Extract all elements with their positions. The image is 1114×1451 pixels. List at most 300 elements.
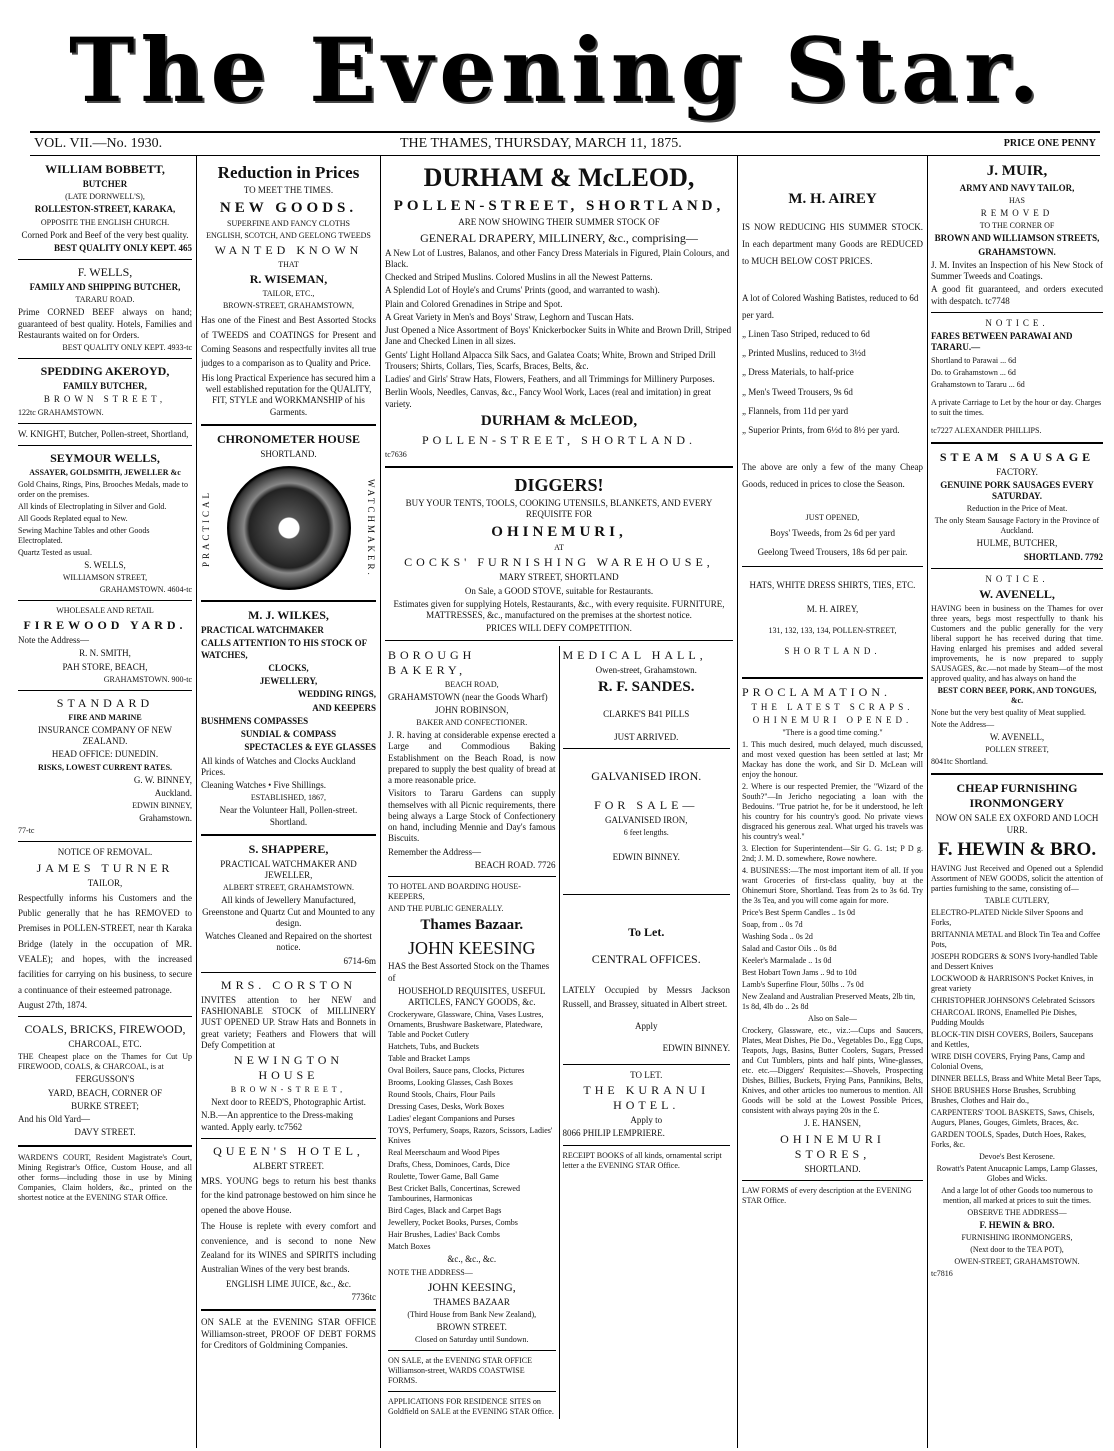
ad-coals [18,1022,192,1139]
ad-line: 131, 132, 133, 134, POLLEN-STREET, [768,625,897,635]
ad-line: Next door to REED'S, Photographic Artist. [211,1097,366,1108]
ad-line: NOW ON SALE EX OXFORD AND LOCH URR. [935,813,1099,835]
ad-line: BLOCK-TIN DISH COVERS, Boilers, Saucepans and Kettles, [931,1029,1094,1049]
ad-line: Apply to [630,1115,663,1126]
ad-line: ARE NOW SHOWING THEIR SUMMER STOCK OF [458,217,660,228]
ad-wardens-court: WARDEN'S COURT, Resident Magistrate's Court, Mining Registrar's Office, Custom House, and all other forms—including those in use by Mining Companies, Claim holders, &c., printed on the shortest notice at the EVENING STAR Office. [18,1152,192,1202]
ad-line: tc7636 [385,449,407,459]
ad-line: Berlin Wools, Needles, Canvas, &c., Fancy Wool Work, Laces (real and imitation) in great variety. [385,387,711,409]
ad-heading: CHEAP FURNISHING IRONMONGERY [956,781,1078,811]
ad-line: JOHN ROBINSON, [434,704,509,715]
ad-heading: MRS. CORSTON [220,977,357,992]
ad-heading: PROCLAMATION. [742,684,892,699]
ad-line: GRAHAMSTOWN. 4604-tc [99,585,192,594]
ad-line: ENGLISH, SCOTCH, AND GEELONG TWEEDS [206,231,371,241]
ad-seymour-wells [18,451,192,595]
column-4 [742,160,923,1448]
ad-line: PRICES WILL DEFY COMPETITION. [486,623,632,634]
ad-line: The only Steam Sausage Factory in the Province of Auckland. [934,516,1100,536]
ad-line: REMOVED [980,208,1054,218]
ad-line: A Great Variety in Men's and Boys' Straw, Leghorn and Tuscan Hats. [385,311,634,322]
ad-line: BEACH ROAD. 7726 [474,859,556,870]
ad-line: Real Meerschaum and Wood Pipes [388,1148,500,1158]
ad-muir [931,162,1103,307]
ad-line: WANTED KNOWN [214,243,363,258]
ad-line: LOCKWOOD & HARRISON'S Pocket Knives, in great variety [931,973,1094,993]
ad-body: 4. BUSINESS:—The most important item of all. If you want Groceries of first-class quality, buy at the Ohinemuri Store, Shortland. Teas from 2s to 3s 6d. Try the 3s Tea, and you will come again for more. [742,866,923,906]
ad-line: 6714-6m [343,955,376,966]
ad-line: Estimates given for supplying Hotels, Restaurants, &c., with every requisite. FURNITURE, MATTRESSES, &c., manufactured on the premises at the shortest notice. [393,598,725,620]
ad-line: Closed on Saturday until Sundown. [414,1335,529,1344]
ad-body: Respectfully informs his Customers and the Public generally that he has REMOVED to Premises in POLLEN-STREET, near th Karaka Bridge (lately in the occupation of MR. VEALE); and hopes, with the increased facilities for carrying on his business, to secure a continuance of their esteemed patronage. [18,892,192,995]
ad-heading: Reduction in Prices [217,163,360,182]
ad-line: BEACH ROAD, [444,679,499,689]
ad-line: 7736tc [351,1292,376,1303]
ad-line: RISKS, LOWEST CURRENT RATES. [37,762,173,772]
ad-line: AND KEEPERS [312,702,376,713]
column-1 [18,160,192,1448]
ad-line: POLLEN-STREET, SHORTLAND, [393,197,725,214]
ad-line: FACTORY. [996,466,1038,477]
column-5 [931,160,1103,1448]
ad-line: (Next door to the TEA POT), [970,1244,1064,1254]
ad-line: FURNISHING IRONMONGERS, [961,1232,1073,1242]
ad-line: Jewellery, Pocket Books, Purses, Combs [388,1218,518,1228]
ad-line: WEDDING RINGS, [297,689,376,700]
ad-line: SHORTLAND. 7792 [1023,551,1103,562]
ad-line: POLLEN-STREET, SHORTLAND. [421,432,697,447]
newspaper-title: The Evening Star. [69,18,1045,122]
ad-line: PRACTICAL WATCHMAKER [201,625,324,636]
ad-line: BUTCHER [82,179,128,189]
ad-thames-bazaar [388,882,556,1345]
ad-line: WILLIAMSON STREET, [62,573,148,582]
ad-line: Best Hobart Town Jams .. 9d to 10d [742,968,857,978]
ad-line: OBSERVE THE ADDRESS— [967,1207,1067,1217]
ad-line: „ Linen Taso Striped, reduced to 6d [742,329,870,340]
ad-line: &c., &c., &c. [447,1254,497,1265]
ad-line: Auckland. [154,787,192,798]
ad-line: Best Cricket Balls, Concertinas, Screwed Tambourines, Harmonicas [388,1184,520,1204]
ad-wilkes [201,608,376,828]
ad-line: Note the Address— [18,635,89,645]
ad-line: Keeler's Marmalade .. 1s 0d [742,956,832,966]
ad-heading: COALS, BRICKS, FIREWOOD, [24,1022,186,1037]
masthead [0,0,1114,130]
ad-heading: STEAM SAUSAGE [939,449,1095,464]
ad-borough-bakery [388,648,556,872]
ad-line: Near the Volunteer Hall, Pollen-street. Shortland. [219,805,358,827]
ad-line: SHORTLAND. [784,645,881,656]
ad-line: Remember the Address— [388,846,481,857]
ad-line: HOUSEHOLD REQUISITES, USEFUL ARTICLES, FANCY GOODS, &c. [398,985,546,1007]
ad-line: Brooms, Looking Glasses, Cash Boxes [388,1078,513,1088]
ad-line: GALVANISED IRON, [604,815,688,825]
ad-line: Plain and Colored Grenadines in Stripe and Spot. [385,298,563,309]
ad-line: CLARKE'S B41 PILLS [603,708,690,719]
ad-line: Do. to Grahamstown ... 6d [931,367,1016,377]
ad-line: 77-tc [18,826,35,836]
ad-line: BROWN AND WILLIAMSON STREETS, [934,233,1100,244]
ad-line: YARD, BEACH, CORNER OF [47,1087,163,1098]
ad-line: Devoe's Best Kerosene. [979,1151,1055,1161]
ad-line: OPPOSITE THE ENGLISH CHURCH. [40,217,170,227]
ad-heading: NOTICE. [985,573,1049,584]
ad-line: ENGLISH LIME JUICE, &c., &c. [226,1278,351,1289]
ad-reduction-prices [201,162,376,418]
ad-body: Crockery, Glassware, etc., viz.:—Cups and Saucers, Plates, Meat Dishes, Pie Do., Vegetables Do., Egg Cups, Teapots, Jugs, Basins, Butter Coolers, Sugars, Pressed and Cut Tumblers, pints and half pints, Wine-glasses, etc. etc.—Diggers' Requisites:—Shovels, Prospecting Dishes, Billies, Buckets, Frying Pans, Pannikins, Belts, Knives, and other articles too numerous to mention. All Goods will be sold at the Lowest Possible Prices, consistent with always paying 20s in the £. [742,1026,923,1116]
ad-line: CENTRAL OFFICES. [591,951,701,966]
ad-heading: J. MUIR, [986,163,1048,179]
ad-line: New Zealand and Australian Preserved Meats, 2lb tin, 1s 8d, 4lb do .. 2s 8d [742,992,916,1012]
ad-heading: FIREWOOD YARD. [23,618,187,632]
ad-line: R. N. SMITH, [79,648,131,659]
ad-line: „ Men's Tweed Trousers, 9s 6d [742,386,853,397]
ad-heading: GALVANISED IRON. [591,769,702,783]
ad-line: Roulette, Tower Game, Ball Game [388,1172,499,1182]
ad-line: FAMILY AND SHIPPING BUTCHER, [29,282,181,292]
ad-line: TABLE CUTLERY, [984,895,1050,905]
ad-line: All Goods Replated equal to New. [18,513,128,523]
ad-line: CLOCKS, [268,662,309,673]
ad-line: PRACTICAL WATCHMAKER AND JEWELLER, [220,858,357,881]
ad-line: Bird Cages, Black and Carpet Bags [388,1206,502,1216]
ad-line: "There is a good time coming." [782,728,883,738]
ad-line: Apply [635,1021,658,1032]
ad-line: All kinds of Electroplating in Silver and Gold. [18,501,167,511]
ad-body: HAVING been in business on the Thames for over three years, begs most respectfully to thank his Customers and the public generally for the very liberal support he has received during that time. Having enlarged his premises and added several improvements, he is now prepared to supply SAUSAGES, &c.—not made by Steam—of the most approved quality, and has always on hand the [931,604,1103,683]
ad-line: ROLLESTON-STREET, KARAKA, [34,204,176,215]
ad-line: Hatchets, Tubs, and Buckets [388,1042,479,1052]
ad-line: 122tc GRAHAMSTOWN. [18,407,104,417]
ad-line: NOTE THE ADDRESS— [388,1267,473,1277]
ad-line: CHARCOAL, ETC. [68,1039,142,1050]
ad-heading: M. H. AIREY [788,191,877,207]
ad-line: Ladies' elegant Companions and Purses [388,1114,515,1124]
ad-line: TOYS, Perfumery, Soaps, Razors, Scissors, Ladies' Knives [388,1126,553,1146]
ad-line: Grahamstown to Tararu ... 6d [931,379,1025,389]
ad-body: LATELY Occupied by Messrs Jackson Russell, and Brassey, situated in Albert street. [562,984,730,1009]
ad-line: BEST CORN BEEF, PORK, AND TONGUES, &c. [937,686,1097,705]
ad-body: Prime CORNED BEEF always on hand; guaranteed of best quality. Hotels, Families and Restaurants waited on for Orders. [18,307,192,340]
ad-line: Dressing Cases, Desks, Work Boxes [388,1102,505,1112]
ad-heading: Thames Bazaar. [420,917,524,933]
ad-line: Hair Brushes, Ladies' Back Combs [388,1230,500,1240]
ad-line: BAKER AND CONFECTIONER. [416,718,528,727]
ad-line: F. HEWIN & BRO. [979,1219,1055,1230]
ad-heading: To Let. [628,924,665,939]
ad-line: And a large lot of other Goods too numerous to mention, all marked at prices to suit the times. [941,1185,1093,1205]
ad-hewin [931,781,1103,1279]
ad-line: WHOLESALE AND RETAIL [56,606,154,615]
ad-line: THAT [278,260,299,270]
volume-number: VOL. VII.—No. 1930. [34,136,163,151]
ad-line: M. H. AIREY, [806,604,859,615]
ad-line: Geelong Tweed Trousers, 18s 6d per pair. [757,547,908,558]
ad-line: (Third House from Bank New Zealand), [407,1309,537,1319]
ad-line: POLLEN STREET, [985,745,1049,755]
ad-body: 1. This much desired, much delayed, much discussed, and most vexed question has been settled at last; Mr Mackay has done the work, and Sir D. McLean will enjoy the honour. [742,740,923,780]
ad-line: SPECTACLES & EYE GLASSES [244,742,376,753]
ad-line: FIRE AND MARINE [68,712,142,722]
ad-line: BEST QUALITY ONLY KEPT. 4933-tc [62,343,192,352]
ad-body: THE Cheapest place on the Thames for Cut Up FIREWOOD, COALS, & CHARCOAL, is at [18,1052,192,1072]
ad-line: SUNDIAL & COMPASS [240,729,337,740]
ad-line: INSURANCE COMPANY OF NEW ZEALAND. [37,724,173,746]
ad-body: INVITES attention to her NEW and FASHIONABLE STOCK of MILLINERY JUST OPENED UP. Straw Hats and Bonnets in great variety; Feathers and Flowers that will Defy Competition at [201,994,376,1050]
ad-line: BEST QUALITY ONLY KEPT. 465 [54,242,192,253]
ad-line: GRAHAMSTOWN. 900-tc [103,674,192,684]
ad-line: JOHN KEESING, [427,1279,516,1294]
ad-heading: S. SHAPPERE, [248,841,329,856]
clock-illustration [227,466,351,590]
ad-body: Visitors to Tararu Gardens can supply themselves with all Picnic requirements, there being always a Large Stock of Confectionery on hand, including Mennie and Day's famous Biscuits. [388,788,556,844]
column-2 [201,160,376,1448]
ad-line: AT [554,543,564,553]
ad-line: HULME, BUTCHER, [976,538,1058,549]
ad-line: SHORTLAND. [804,1163,861,1174]
ad-line: Gents' Light Holland Alpacca Silk Sacs, and Galatea Coats; White, Brown and Striped Drill Trousers; Shirts, Collars, Ties, Scarfs, Braces, Belts, &c. [385,349,716,371]
ad-chronometer-house [201,432,376,594]
ad-line: FARES BETWEEN PARAWAI AND TARARU.— [931,331,1073,353]
price: PRICE ONE PENNY [1003,138,1096,149]
ad-line: FOR SALE— [594,798,699,812]
ad-line: „ Printed Muslins, reduced to 3½d [742,348,866,359]
ad-line: Price's Best Sperm Candles .. 1s 0d [742,908,855,918]
ad-line: JAMES TURNER [36,860,174,875]
ad-line: None but the very best quality of Meat supplied. [931,708,1086,717]
ad-line: THAMES BAZAAR [433,1296,510,1307]
ad-line: Corned Pork and Beef of the very best quality. [21,229,189,240]
ad-line: A New Lot of Lustres, Balanos, and other Fancy Dress Materials in Figured, Plain Colours, and Black. [385,247,730,269]
ad-heading: NOTICE OF REMOVAL. [57,847,153,858]
ad-heading: THE KURANUI HOTEL. [583,1083,710,1113]
ad-line: EDWIN BINNEY. [662,1042,730,1053]
ad-line: „ Flannels, from 11d per yard [742,405,849,416]
ad-line: On Sale, a GOOD STOVE, suitable for Restaurants. [464,585,654,596]
ad-heading: QUEEN'S HOTEL, [213,1143,364,1158]
ad-line: August 27th, 1874. [18,999,88,1010]
ad-line: CARPENTERS' TOOL BASKETS, Saws, Chisels, Augurs, Planes, Gouges, Gimlets, Braces, &c. [931,1107,1095,1127]
ad-line: BROWN-STREET, [230,1085,347,1095]
ad-line: J. E. HANSEN, [804,1118,861,1129]
ad-line: JEWELLERY, [259,676,318,687]
ad-line: GARDEN TOOLS, Spades, Dutch Hoes, Rakes, Forks, &c. [931,1129,1087,1149]
ad-line: DAVY STREET. [74,1127,136,1138]
ad-galvanised-iron [563,769,731,864]
ad-line: R. WISEMAN, [249,272,328,287]
ad-body: J. M. Invites an Inspection of his New Stock of Summer Tweeds and Coatings. [931,259,1103,281]
ad-line: CALLS ATTENTION TO HIS STOCK OF WATCHES, [201,638,367,660]
ad-line: Reduction in the Price of Meat. [966,504,1068,514]
ad-body: HAVING Just Received and Opened out a Splendid Assortment of NEW GOODS, solicit the attention of parties furnishing to the same, consisting of— [931,863,1103,893]
ad-line: BROWN-STREET, GRAHAMSTOWN, [222,301,355,311]
ad-line: 6 feet lengths. [623,828,669,838]
ad-line: Shortland to Parawai ... 6d [931,355,1017,365]
ad-line: GENUINE PORK SAUSAGES EVERY SATURDAY. [940,479,1094,501]
ad-line: GRAHAMSTOWN (near the Goods Wharf) [388,691,548,702]
ad-line: ASSAYER, GOLDSMITH, JEWELLER &c [29,467,181,477]
ad-line: TO THE CORNER OF [979,221,1055,231]
ad-body: MRS. YOUNG begs to return his best thanks for the kind patronage bestowed on him since he opened the above House. [201,1176,376,1215]
ad-line: Table and Bracket Lamps [388,1054,470,1064]
ad-avenell [931,574,1103,768]
ad-medical-hall [563,648,731,744]
ad-standard-insurance [18,696,192,837]
ad-body: IS NOW REDUCING HIS SUMMER STOCK. In each department many Goods are REDUCED to MUCH BELOW COST PRICES. [742,221,923,266]
ad-line: Salad and Castor Oils .. 0s 8d [742,944,837,954]
ad-proof-of-debt: ON SALE at the EVENING STAR OFFICE Williamson-street, PROOF OF DEBT FORMS for Creditors of Goldmining Companies. [201,1317,376,1350]
ad-line: Oval Boilers, Sauce pans, Clocks, Pictures [388,1066,525,1076]
dateline [30,131,1100,156]
ad-airey [742,190,923,657]
ad-line: SHOE BRUSHES Horse Brushes, Scrubbing Brushes, Clothes and Hair do., [931,1085,1076,1105]
ad-heading: M. J. WILKES, [248,608,329,623]
ad-line: AND THE PUBLIC GENERALLY. [388,904,504,913]
ad-line: 8066 PHILIP LEMPRIERE. [562,1128,665,1139]
ad-heading: F. WELLS, [77,265,133,279]
ad-line: Grahamstown. [139,813,192,823]
ad-line: W. AVENELL, [979,587,1055,601]
ad-line: Quartz Tested as usual. [18,547,92,557]
ad-knight: W. KNIGHT, Butcher, Pollen-street, Shortland, [18,428,189,439]
ad-line: ALBERT STREET, GRAHAMSTOWN. [222,883,355,893]
ad-line: EDWIN BINNEY. [612,852,680,863]
ad-line: Checked and Striped Muslins. Colored Muslins in all the Newest Patterns. [385,272,653,282]
ad-line: „ Dress Materials, to half-price [742,367,854,378]
ad-line: 8041tc Shortland. [931,757,988,767]
ad-line: SUPERFINE AND FANCY CLOTHS [227,219,350,229]
ad-law-forms: LAW FORMS of every description at the EVENING STAR Office. [742,1185,912,1205]
ad-line: S. WELLS, [84,559,126,570]
ad-line: DINNER BELLS, Brass and White Metal Beer Taps, [931,1073,1102,1083]
ad-line: Note the Address— [931,720,995,729]
ad-line: Owen-street, Grahamstown. [595,664,697,675]
ad-line: (LATE DORNWELL'S), [65,192,145,202]
ad-line: ESTABLISHED, 1867, [250,793,327,803]
ad-line: WIRE DISH COVERS, Frying Pans, Camp and Colonial Ovens, [931,1051,1085,1071]
ad-line: N.B.—An apprentice to the Dress-making wanted. Apply early. tc7562 [201,1110,353,1132]
ad-line: BROWN STREET. [436,1321,507,1332]
ad-heading: SPEDDING AKEROYD, [40,364,170,378]
ad-line: GENERAL DRAPERY, MILLINERY, &c., comprising— [420,230,698,245]
ad-line: GRAHAMSTOWN. [978,246,1056,257]
ad-line: Drafts, Chess, Dominoes, Cards, Dice [388,1160,510,1170]
ad-line: FAMILY BUTCHER, [63,381,147,391]
ad-body: The House is replete with every comfort and convenience, and is second to none New Zealand for its WINES and SPIRITS including Australian Wines of the very best brands. [201,1221,376,1275]
ad-body: The above are only a few of the many Cheap Goods, reduced in prices to close the Season. [742,461,923,489]
ad-line: All kinds of Watches and Clocks Auckland Prices. [201,755,356,777]
ad-steam-sausage [931,450,1103,563]
ad-body: 3. Election for Superintendent—Sir G. G. 1st; P D g. 2nd; J. M. D. somewhere, Rowe nowhere. [742,844,923,864]
ad-heading: MEDICAL HALL, [562,647,707,662]
ad-heading: JOHN KEESING [408,937,536,958]
ad-line: Washing Soda .. 0s 2d [742,932,813,942]
ad-line: COCKS' FURNISHING WAREHOUSE, [404,555,714,570]
ad-line: Round Stools, Chairs, Flour Pails [388,1090,496,1100]
ad-line: tc7227 ALEXANDER PHILLIPS. [931,425,1042,435]
ad-heading: DIGGERS! [514,474,604,495]
ad-bobbett [18,162,192,254]
ad-line: Cleaning Watches • Five Shillings. [201,780,327,791]
ad-line: ELECTRO-PLATED Nickle Silver Spoons and Forks, [931,907,1083,927]
ad-line: TO MEET THE TIMES. [243,185,334,196]
ad-line: ARMY AND NAVY TAILOR, [959,182,1075,193]
ad-line: A Splendid Lot of Hoyle's and Crums' Prints (good, and warranted to wash). [385,285,660,296]
ad-kuranui-hotel [563,1070,731,1140]
ad-line: G. W. BINNEY, [133,774,192,785]
ad-line: HAS the Best Assorted Stock on the Thames of [388,961,550,983]
ad-heading: STANDARD [56,695,154,710]
ad-line: OWEN-STREET, GRAHAMSTOWN. [954,1256,1080,1266]
ad-residence-sites: APPLICATIONS FOR RESIDENCE SITES on Goldfield on SALE at the EVENING STAR Office. [388,1397,554,1416]
ad-line: BURKE STREET; [71,1100,139,1111]
ad-body: Has one of the Finest and Best Assorted Stocks of TWEEDS and COATINGS for Present and Coming Seasons and respectfully invites all true judges to a comparison as to Quality and Price. [201,315,376,369]
ad-line: R. F. SANDES. [597,678,695,695]
ad-line: Gold Chains, Rings, Pins, Brooches Medals, made to order on the premises. [18,479,188,499]
ad-line: WATCHMAKER. [366,478,376,578]
ad-heading: SEYMOUR WELLS, [50,450,160,465]
ad-firewood-yard [18,606,192,685]
ad-line: OHINEMURI, [491,523,627,540]
ad-diggers [385,474,733,635]
ad-shappere [201,842,376,967]
ad-central-offices [563,925,731,1054]
ad-fares [931,318,1103,436]
ad-spedding [18,364,192,418]
ad-line: A lot of Colored Washing Batistes, reduced to 6d per yard. [742,293,919,321]
ad-heading: BOROUGH BAKERY, [388,647,476,677]
ad-body: His long Practical Experience has secured him a well established reputation for the QUALITY, FIT, STYLE and WORKMANSHIP of his Garments. [201,372,376,417]
ad-line: CHRISTOPHER JOHNSON'S Celebrated Scissors [931,995,1095,1005]
ad-heading: DURHAM & McLEOD, [423,163,695,192]
ad-line: „ Superior Prints, from 6½d to 8½ per yard. [742,424,900,435]
ad-line: And his Old Yard— [18,1114,91,1125]
ad-body: 2. Where is our respected Premier, the "Wizard of the South?"—In Jericho negociating a loan with the Bedouins. "True patriot he, for be it understood, he left his country for his country's good. No private views disgraced his generous zeal. What urged his travels was his country's weal." [742,782,923,842]
ad-wards-forms: ON SALE, at the EVENING STAR OFFICE Williamson-street, WARDS COASTWISE FORMS. [388,1356,533,1385]
ad-line: Match Boxes [388,1242,431,1252]
ad-notice-of-removal [18,847,192,1011]
ad-corston [201,978,376,1133]
ad-body: All kinds of Jewellery Manufactured, Greenstone and Quartz Cut and Mounted to any design. [202,895,375,928]
ad-line: Soap, from .. 0s 7d [742,920,803,930]
ad-line: JOSEPH RODGERS & SON'S Ivory-handled Table and Dessert Knives [931,951,1098,971]
ad-line: OHINEMURI OPENED. [752,715,913,725]
ad-line: HEAD OFFICE: DUNEDIN. [51,749,159,760]
ad-line: Crockeryware, Glassware, China, Vases Lustres, Ornaments, Brushware Basketware, Platedware, Table and Pocket Cutlery [388,1010,544,1040]
ad-line: F. HEWIN & BRO. [937,838,1097,860]
ad-line: Rowatt's Patent Anucapnic Lamps, Lamp Glasses, Globes and Wicks. [936,1163,1098,1183]
ad-line: EDWIN BINNEY, [132,801,192,810]
ad-body: A private Carriage to Let by the hour or day. Charges to suit the times. [931,397,1102,417]
ad-line: TARARU ROAD. [75,295,135,305]
ad-body: J. R. having at considerable expense erected a Large and Commodious Baking Establishment on the Beach Road, is now prepared to supply the best quality of bread at a more reasonable price. [388,730,556,785]
ad-line: TAILOR, ETC., [262,289,315,299]
ad-proclamation [742,685,923,1175]
ad-line: Lamb's Superfine Flour, 50lbs .. 7s 0d [742,980,864,990]
ad-receipt-books: RECEIPT BOOKS of all kinds, ornamental script letter a the EVENING STAR Office. [562,1150,722,1170]
ad-line: HAS [1008,196,1025,205]
ad-line: ALBERT STREET. [252,1160,325,1171]
ad-line: HATS, WHITE DRESS SHIRTS, TIES, ETC. [749,580,916,591]
ad-line: BROWN STREET, [43,394,167,405]
ad-line: BUSHMENS COMPASSES [201,715,309,726]
place-date: THE THAMES, THURSDAY, MARCH 11, 1875. [400,136,682,151]
ad-line: THE LATEST SCRAPS. [751,701,914,712]
ad-line: OHINEMURI STORES, [780,1131,885,1161]
ad-line: Boys' Tweeds, from 2s 6d per yard [769,527,896,538]
ad-line: CHARCOAL IRONS, Enamelled Pie Dishes, Pudding Moulds [931,1007,1077,1027]
